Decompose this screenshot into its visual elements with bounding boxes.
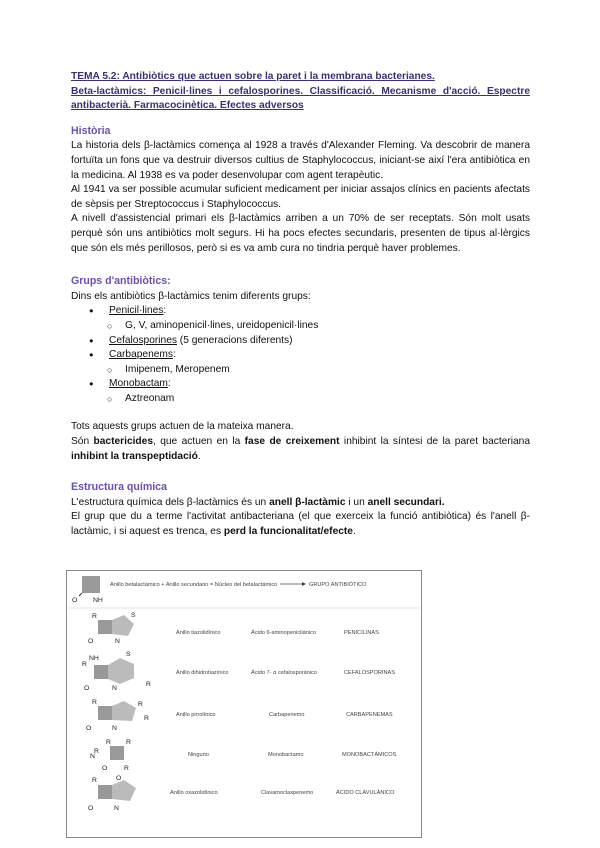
- header-nh: NH: [93, 597, 103, 604]
- sub-item: ○ Imipenem, Meropenem: [71, 363, 530, 378]
- title-line-1: TEMA 5.2: Antibiòtics que actuen sobre la paret i la membrana bacterianes.: [71, 71, 435, 82]
- svg-text:O: O: [84, 685, 90, 692]
- list-item-monobactam: ● Monobactam: ○ Aztreonam: [71, 377, 530, 406]
- grups-outro-1: Tots aquests grups actuen de la mateixa manera.: [71, 421, 294, 433]
- svg-text:S: S: [131, 612, 136, 619]
- group-name: Monobactam: [109, 378, 168, 390]
- svg-text:R: R: [92, 699, 97, 706]
- svg-text:O: O: [88, 638, 94, 645]
- svg-text:R: R: [138, 701, 143, 708]
- svg-text:R: R: [94, 748, 99, 755]
- svg-text:N: N: [115, 638, 120, 645]
- svg-text:NH: NH: [89, 655, 99, 662]
- svg-text:R: R: [106, 739, 111, 746]
- grups-outro-2: Són bactericides, que actuen en la fase de creixement inhibint la síntesi de la paret bacteriana inhibint la transpeptidació.: [71, 436, 531, 462]
- nucleus-name: Clavamoclaxpenemo: [261, 790, 314, 796]
- svg-text:O: O: [88, 805, 94, 812]
- heading-grups: Grups d'antibiòtics:: [71, 275, 171, 288]
- figure-svg: [66, 570, 422, 838]
- group-name: ÁCIDO CLAVULÁNICO: [336, 790, 395, 796]
- sub-item: ○ Aztreonam: [71, 392, 530, 407]
- ring-name: Anillo dihidrotiazínico: [176, 670, 229, 676]
- svg-text:O: O: [116, 775, 122, 782]
- svg-text:R: R: [144, 715, 149, 722]
- nucleus-name: Monobactamo: [268, 752, 304, 758]
- group-name: MONOBACTÁMICOS: [342, 752, 397, 758]
- ring-name: Ninguno: [188, 752, 209, 758]
- beta-lactam-structure-figure: [66, 570, 422, 838]
- historia-paragraph-2: Al 1941 va ser possible acumular suficient medicament per iniciar assajos clínics en pacients afectats de sèpsis per Streptococcus i Staphylococcus.: [71, 184, 530, 210]
- header-o: O: [72, 597, 78, 604]
- document-body: [71, 70, 530, 540]
- group-name: PENICILINAS: [344, 630, 379, 636]
- nucleus-name: Ácido 7- α cefalosporánico: [251, 670, 318, 676]
- figure-header-text: Anillo betalactámico + Anillo secundario = Núcleo del betalactámico: [110, 582, 278, 588]
- group-name: CEFALOSPORINAS: [344, 670, 395, 676]
- list-item-carbapenems: ● Carbapenems: ○ Imipenem, Meropenem: [71, 348, 530, 377]
- svg-text:R: R: [146, 681, 151, 688]
- ring-name: Anillo tiazolidínico: [176, 630, 221, 636]
- figure-header-result: GRUPO ANTIBIÓTICO: [309, 582, 367, 588]
- sub-item: ○ G, V, aminopenicil·lines, ureidopenicil·lines: [71, 319, 530, 334]
- group-name: CARBAPENEMAS: [346, 712, 393, 718]
- svg-text:R: R: [126, 739, 131, 746]
- estructura-paragraph-2: El grup que du a terme l'activitat antibacteriana (el que exerceix la funció antibiòtica) és l'anell β-lactàmic, i si aquest es trenca, es perd la funcionalitat/efecte.: [71, 511, 530, 538]
- group-name: Penicil·lines: [109, 305, 164, 317]
- svg-text:N: N: [112, 685, 117, 692]
- grups-intro: Dins els antibiòtics β-lactàmics tenim diferents grups:: [71, 290, 311, 302]
- svg-text:R: R: [92, 777, 97, 784]
- list-item-penicillines: ● Penicil·lines: ○ G, V, aminopenicil·lines, ureidopenicil·lines: [71, 304, 530, 333]
- svg-text:R: R: [92, 613, 97, 620]
- svg-text:S: S: [126, 651, 131, 658]
- estructura-paragraph-1: L'estructura química dels β-lactàmics és un anell β-lactàmic i un anell secundari.: [71, 496, 445, 508]
- document-title: [71, 70, 530, 114]
- heading-historia: Història: [71, 124, 111, 137]
- nucleus-name: Carbapenemo: [269, 712, 305, 718]
- svg-text:O: O: [102, 765, 108, 772]
- list-item-cefalosporines: ● Cefalosporines (5 generacions diferents): [71, 334, 530, 349]
- svg-text:O: O: [86, 725, 92, 732]
- svg-text:N: N: [90, 753, 95, 760]
- group-name: Carbapenems: [109, 349, 173, 361]
- ring-name: Anillo oxazolidínico: [170, 790, 218, 796]
- heading-estructura: Estructura química: [71, 481, 167, 494]
- historia-paragraph-1: La historia dels β-lactàmics comença al 1928 a través d'Alexander Fleming. Va descobrir de manera fortuïta un fons que va destruir diversos cultius de Staphylococcus, iniciant-se així l'era antibiòtica en la medicina. Al 1938 es va poder desenvolupar com agent terapèutic.: [71, 140, 530, 181]
- group-name: Cefalosporines: [109, 334, 177, 346]
- nucleus-name: Ácido 6-aminopenicilánico: [251, 630, 316, 636]
- svg-text:R: R: [82, 661, 87, 668]
- svg-text:R: R: [124, 765, 129, 772]
- grups-list: [71, 304, 530, 406]
- title-line-2: Beta-lactàmics: Penicil·lines i cefalosporines. Classificació. Mecanisme d'acció. Espectre antibacterià. Farmacocinètica. Efectes adversos: [71, 85, 530, 112]
- svg-text:N: N: [114, 805, 119, 812]
- svg-text:N: N: [112, 725, 117, 732]
- historia-paragraph-3: A nivell d'assistencial primari els β-lactàmics arriben a un 70% de ser receptats. Són molt usats perquè són uns antibiòtics molt segurs. Hi ha pocs efectes secundaris, presenten de tipus al·lèrgics que són els més perillosos, però si es va amb cura no tindria perquè haver problemes.: [71, 213, 530, 254]
- ring-name: Anillo pirrolínico: [176, 712, 216, 718]
